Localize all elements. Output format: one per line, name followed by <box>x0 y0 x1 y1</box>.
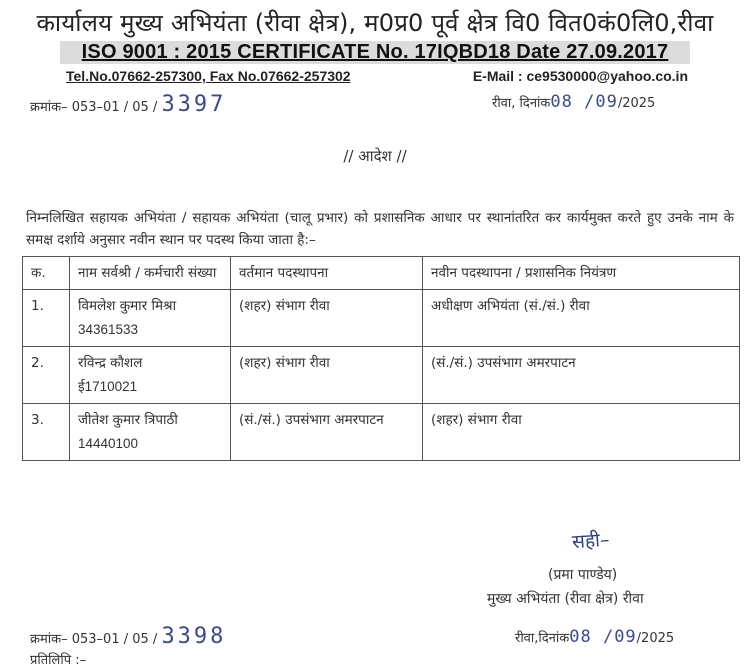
col-serial-header: क. <box>23 257 70 290</box>
signed-mark: सही– <box>571 528 611 554</box>
employee-name: रविन्द्र कौशल <box>78 355 143 371</box>
iso-certificate-line: ISO 9001 : 2015 CERTIFICATE No. 17IQBD18 Date 27.09.2017 <box>60 41 690 64</box>
ref-date-1 <box>492 92 655 112</box>
employee-number: 14440100 <box>78 436 139 451</box>
cell-new-posting: (शहर) संभाग रीवा <box>423 404 740 461</box>
cell-name <box>70 347 231 404</box>
transfer-table <box>22 256 740 461</box>
order-heading: // आदेश // <box>343 147 407 165</box>
copy-to-label: प्रतिलिपि :– <box>30 653 87 668</box>
handwritten-date: 08 /09 <box>569 627 637 647</box>
office-title: कार्यालय मुख्य अभियंता (रीवा क्षेत्र), म0प्र0 पूर्व क्षेत्र वि0 वित0कं0लि0,रीवा <box>36 9 714 37</box>
employee-name: विमलेश कुमार मिश्रा <box>78 298 177 314</box>
ref-number-2 <box>30 624 226 649</box>
date-label: रीवा,दिनांक <box>515 631 570 646</box>
contact-line <box>66 68 696 84</box>
cell-current-posting: (शहर) संभाग रीवा <box>231 347 423 404</box>
email-text: E-Mail : ce9530000@yahoo.co.in <box>472 68 688 84</box>
signatory-designation: मुख्य अभियंता (रीवा क्षेत्र) रीवा <box>487 591 644 607</box>
cell-serial: 2. <box>23 347 70 404</box>
order-paragraph: निम्नलिखित सहायक अभियंता / सहायक अभियंता (चालू प्रभार) को प्रशासनिक आधार पर स्थानांतरित कर कार्यमुक्त करते हुए उनके नाम के समक्ष दर्शाये अनुसार नवीन स्थान पर पदस्थ किया जाता है:– <box>26 210 734 248</box>
cell-new-posting: अधीक्षण अभियंता (सं./सं.) रीवा <box>423 290 740 347</box>
date-year: /2025 <box>636 631 675 646</box>
ref-label: क्रमांक– 053–01 / 05 / <box>30 632 158 647</box>
handwritten-ref-number: 3397 <box>161 92 227 117</box>
date-year: /2025 <box>617 96 656 111</box>
col-new-header: नवीन पदस्थापना / प्रशासनिक नियंत्रण <box>423 257 740 290</box>
ref-date-2 <box>515 627 674 647</box>
cell-current-posting: (शहर) संभाग रीवा <box>231 290 423 347</box>
employee-number: ई1710021 <box>78 379 138 394</box>
cell-new-posting: (सं./सं.) उपसंभाग अमरपाटन <box>423 347 740 404</box>
table-row <box>23 290 740 347</box>
cell-name <box>70 290 231 347</box>
cell-name <box>70 404 231 461</box>
col-name-header: नाम सर्वश्री / कर्मचारी संख्या <box>70 257 231 290</box>
handwritten-date: 08 /09 <box>550 92 618 112</box>
table-row <box>23 347 740 404</box>
cell-current-posting: (सं./सं.) उपसंभाग अमरपाटन <box>231 404 423 461</box>
cell-serial: 1. <box>23 290 70 347</box>
ref-label: क्रमांक– 053–01 / 05 / <box>30 100 158 115</box>
date-label: रीवा, दिनांक <box>492 96 551 111</box>
employee-number: 34361533 <box>78 322 139 337</box>
tel-fax-text: Tel.No.07662-257300, Fax No.07662-257302 <box>66 68 351 84</box>
table-header-row <box>23 257 740 290</box>
ref-number-1 <box>30 92 226 117</box>
employee-name: जीतेश कुमार त्रिपाठी <box>78 412 178 428</box>
col-current-header: वर्तमान पदस्थापना <box>231 257 423 290</box>
table-row <box>23 404 740 461</box>
cell-serial: 3. <box>23 404 70 461</box>
handwritten-ref-number: 3398 <box>161 624 227 649</box>
signatory-name: (प्रमा पाण्डेय) <box>548 567 618 583</box>
